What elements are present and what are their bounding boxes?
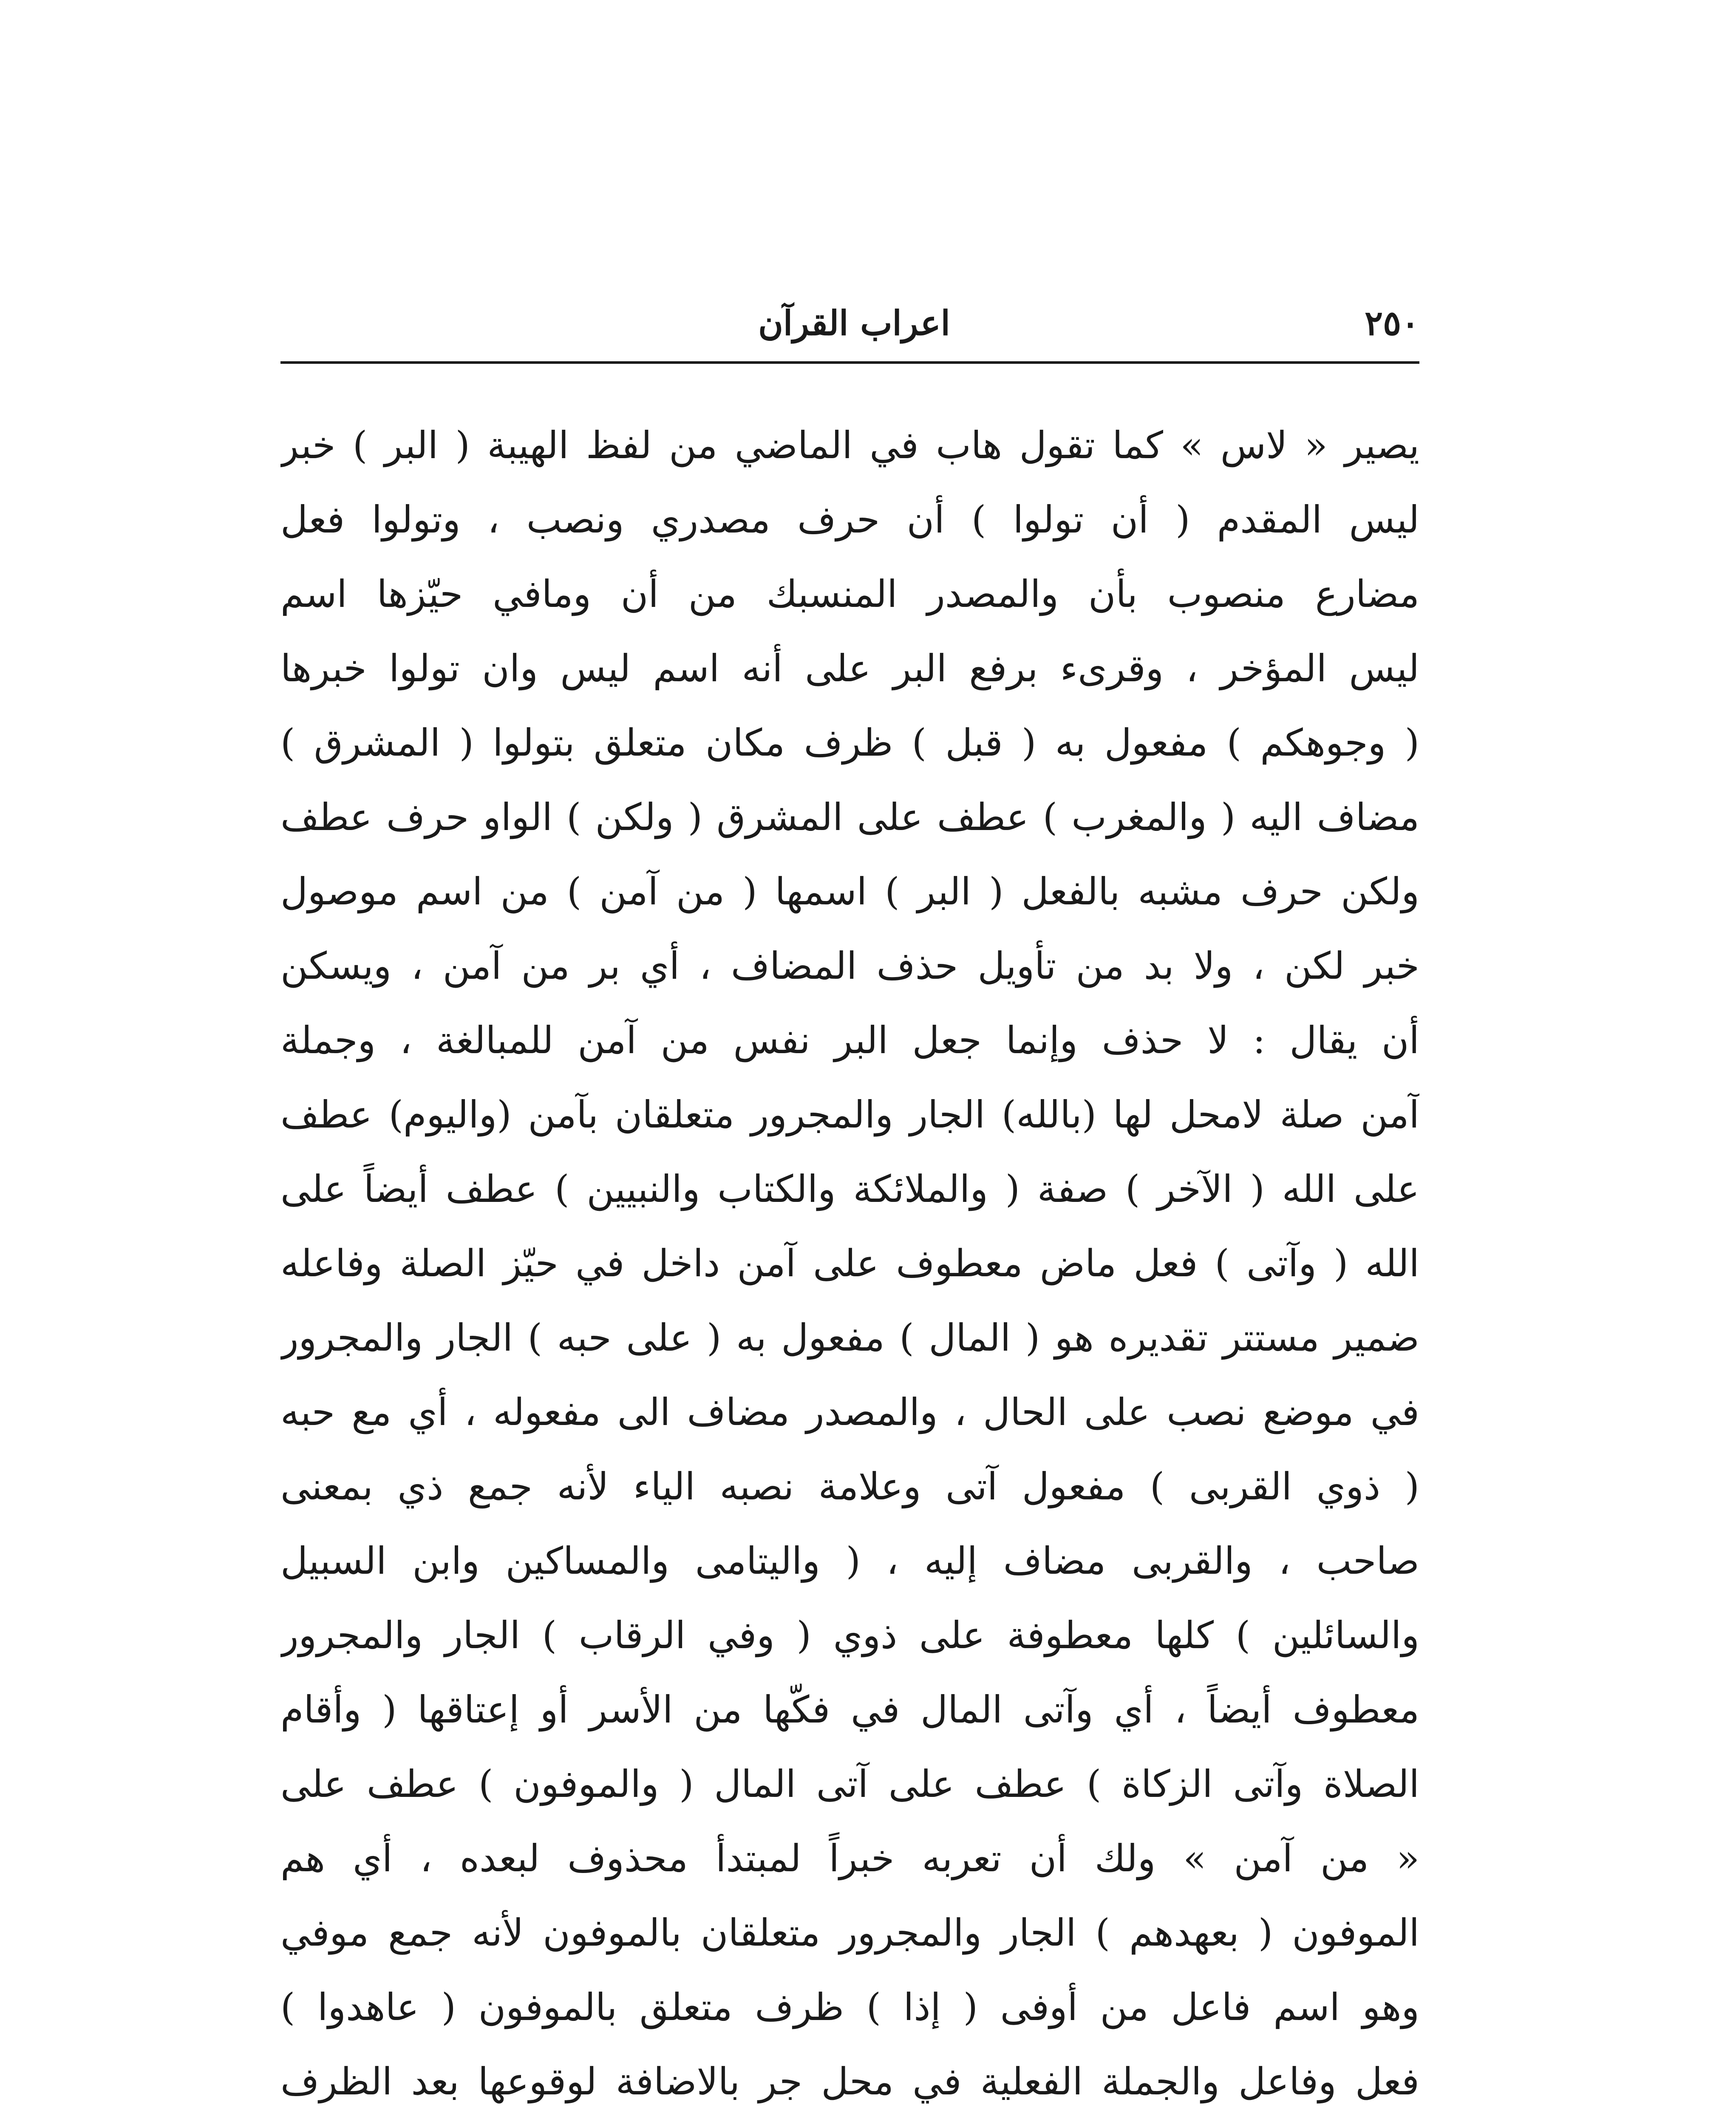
text-line: على الله ( الآخر ) صفة ( والملائكة والكتاب والنبيين ) عطف أيضاً على — [280, 1167, 1419, 1211]
text-line: مضاف اليه ( والمغرب ) عطف على المشرق ( ولكن ) الواو حرف عطف — [280, 795, 1419, 839]
text-line: ليس المقدم ( أن تولوا ) أن حرف مصدري ونصب ، وتولوا فعل — [280, 498, 1419, 541]
text-line: ليس المؤخر ، وقرىء برفع البر على أنه اسم ليس وان تولوا خبرها — [280, 646, 1419, 690]
page-number: ٢٥٠ — [1365, 303, 1419, 343]
text-line: وهو اسم فاعل من أوفى ( إذا ) ظرف متعلق بالموفون ( عاهدوا ) — [280, 1985, 1419, 2029]
text-line — [280, 2119, 1419, 2125]
text-line: الصلاة وآتى الزكاة ) عطف على آتى المال ( والموفون ) عطف على — [280, 1762, 1419, 1806]
text-line: ضمير مستتر تقديره هو ( المال ) مفعول به ( على حبه ) الجار والمجرور — [280, 1316, 1419, 1360]
text-line: ( ذوي القربى ) مفعول آتى وعلامة نصبه الياء لأنه جمع ذي بمعنى — [280, 1465, 1419, 1508]
text-line: صاحب ، والقربى مضاف إليه ، ( واليتامى والمساكين وابن السبيل — [280, 1539, 1419, 1583]
text-line: ولكن حرف مشبه بالفعل ( البر ) اسمها ( من آمن ) من اسم موصول — [280, 870, 1419, 913]
text-line: ( وجوهكم ) مفعول به ( قبل ) ظرف مكان متعلق بتولوا ( المشرق ) — [280, 721, 1419, 765]
text-line: في موضع نصب على الحال ، والمصدر مضاف الى مفعوله ، أي مع حبه — [280, 1390, 1419, 1434]
text-line: والسائلين ) كلها معطوفة على ذوي ( وفي الرقاب ) الجار والمجرور — [280, 1613, 1419, 1657]
page-header — [280, 298, 1419, 348]
text-line: فعل وفاعل والجملة الفعلية في محل جر بالاضافة لوقوعها بعد الظرف — [280, 2060, 1419, 2103]
text-line: « من آمن » ولك أن تعربه خبراً لمبتدأ محذوف لبعده ، أي هم — [280, 1836, 1419, 1880]
text-line: الموفون ( بعهدهم ) الجار والمجرور متعلقان بالموفون لأنه جمع موفي — [280, 1911, 1419, 1955]
text-line: الله ( وآتى ) فعل ماض معطوف على آمن داخل في حيّز الصلة وفاعله — [280, 1241, 1419, 1285]
text-line: معطوف أيضاً ، أي وآتى المال في فكّها من الأسر أو إعتاقها ( وأقام — [280, 1688, 1419, 1731]
running-head: اعراب القرآن — [758, 303, 950, 343]
text-line: يصير « لاس » كما تقول هاب في الماضي من لفظ الهيبة ( البر ) خبر — [280, 423, 1419, 467]
body-text — [280, 408, 1419, 2125]
text-line: أن يقال : لا حذف وإنما جعل البر نفس من آمن للمبالغة ، وجملة — [280, 1018, 1419, 1062]
text-line: آمن صلة لامحل لها (بالله) الجار والمجرور متعلقان بآمن (واليوم) عطف — [280, 1093, 1419, 1136]
text-line: خبر لكن ، ولا بد من تأويل حذف المضاف ، أي بر من آمن ، ويسكن — [280, 944, 1419, 988]
header-rule — [280, 361, 1419, 364]
text-line: مضارع منصوب بأن والمصدر المنسبك من أن ومافي حيّزها اسم — [280, 572, 1419, 616]
